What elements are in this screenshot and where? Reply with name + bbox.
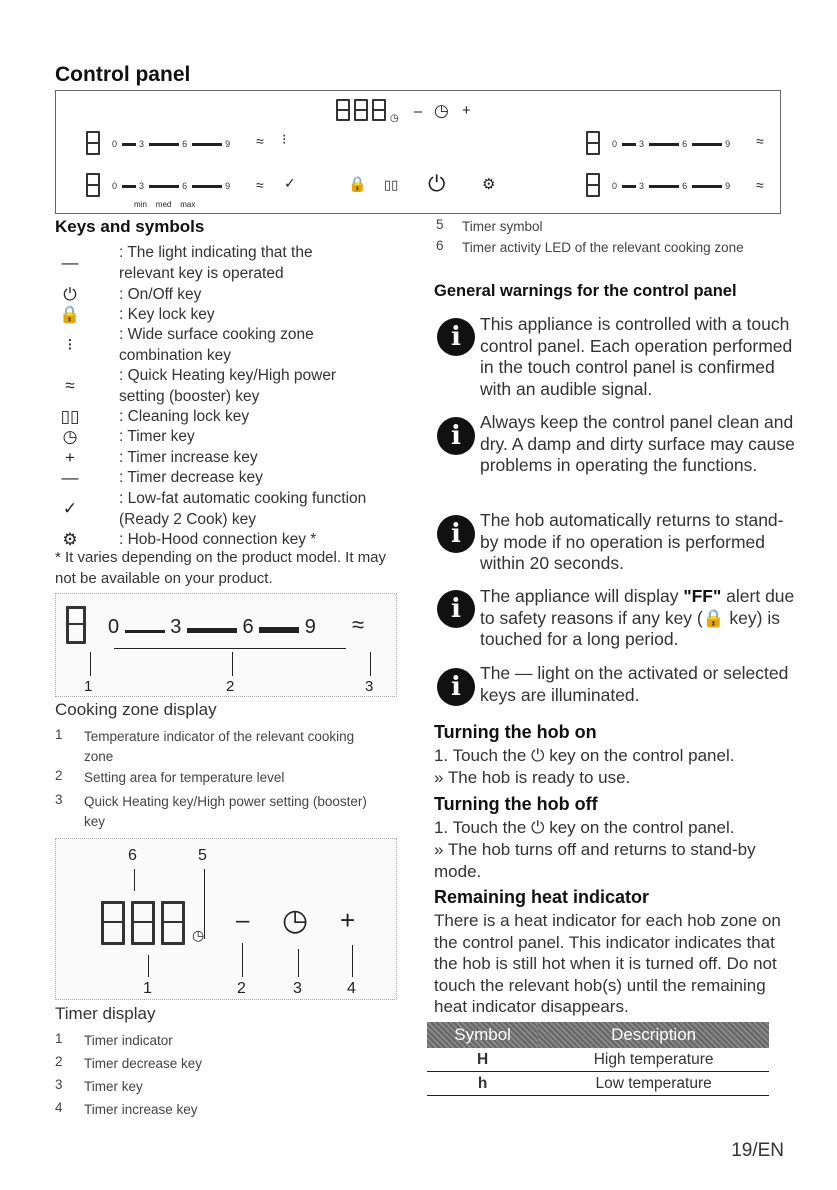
info-icon: i (437, 515, 475, 553)
table-header-description: Description (538, 1022, 769, 1048)
plus-icon: + (65, 448, 75, 467)
zone-caption: Cooking zone display (55, 700, 217, 719)
key-description: : Timer key (119, 428, 195, 445)
zone-digit-front-left (86, 131, 100, 155)
list-number: 5 (436, 217, 444, 232)
list-number: 6 (436, 238, 444, 253)
warnings-heading: General warnings for the control panel (434, 282, 737, 300)
keys-heading: Keys and symbols (55, 217, 205, 236)
power-icon[interactable]: ⏻ (428, 171, 446, 196)
heat-text: There is a heat indicator for each hob zone on the control panel. This indicator indicates that the hob is still hot when it is turned off. Do not touch the relevant hob(s) until the remaining heat indicator disappears. (434, 911, 781, 1016)
warning-1: This appliance is controlled with a touch control panel. Each operation performed in the touch control panel is confirmed with an audible signal. (480, 314, 793, 399)
callout-6: 6 (128, 847, 137, 864)
cleaning-lock-icon: ▯▯ (60, 407, 80, 426)
booster-icon[interactable]: ≈ (756, 133, 764, 149)
page-number: 19/EN (731, 1140, 784, 1161)
booster-icon[interactable]: ≈ (756, 177, 764, 193)
list-item: Timer key (84, 1079, 143, 1094)
zone-fig-scale: 0 3 6 9 (108, 616, 316, 638)
heat-symbol-table (427, 1022, 769, 1096)
hob-hood-icon[interactable]: ⚙ (482, 176, 496, 193)
zone-digit (66, 606, 86, 644)
key-description: : Timer decrease key (119, 469, 263, 486)
heat-heading: Remaining heat indicator (434, 887, 650, 907)
control-panel-diagram (55, 90, 781, 214)
key-description: : Low-fat automatic cooking function (Ready 2 Cook) key (119, 490, 367, 528)
lock-icon[interactable]: 🔒 (348, 176, 367, 193)
key-description: : Quick Heating key/High power setting (booster) key (119, 367, 337, 405)
booster-icon: ≈ (352, 612, 365, 637)
list-number: 1 (55, 727, 63, 742)
table-row: H High temperature (427, 1048, 769, 1072)
booster-icon[interactable]: ≈ (256, 133, 264, 149)
callout-3: 3 (293, 980, 302, 997)
callout-5: 5 (198, 847, 207, 864)
lock-icon: 🔒 (59, 305, 81, 324)
list-number: 3 (55, 1077, 63, 1092)
zone-scale: 0 3 6 9 (112, 181, 232, 191)
list-item: Timer indicator (84, 1033, 173, 1048)
on-result: » The hob is ready to use. (434, 768, 631, 787)
zone-sublabels: min med max (134, 200, 196, 209)
zone-scale: 0 3 6 9 (112, 139, 232, 149)
timer-icon: ◷ (62, 427, 78, 446)
on-heading: Turning the hob on (434, 722, 597, 742)
off-step: 1. Touch the ⏻ key on the control panel. (434, 818, 735, 837)
callout-2: 2 (237, 980, 246, 997)
timer-digit (354, 99, 368, 121)
off-result: » The hob turns off and returns to stand-by mode. (434, 840, 756, 881)
timer-digit (161, 901, 185, 945)
key-description: : Cleaning lock key (119, 408, 250, 425)
wide-zone-icon: ⁝ (67, 335, 73, 354)
cleaning-lock-icon[interactable]: ▯▯ (384, 177, 399, 192)
list-number: 2 (55, 768, 63, 783)
list-number: 2 (55, 1054, 63, 1069)
indicator-light-icon: — (61, 253, 79, 272)
key-description: : Hob-Hood connection key * (119, 531, 317, 548)
page-title: Control panel (55, 63, 191, 86)
list-number: 3 (55, 792, 63, 807)
key-description: : The light indicating that the relevant key is operated (119, 244, 313, 282)
timer-increase-key[interactable]: + (462, 102, 471, 119)
warning-2: Always keep the control panel clean and dry. A damp and dirty surface may cause problems in operating the functions. (480, 412, 795, 475)
zone-scale: 0 3 6 9 (612, 139, 732, 149)
table-header-symbol: Symbol (427, 1022, 538, 1048)
warning-ff: The appliance will display "FF" alert due to safety reasons if any key (🔒 key) is touched for a long period. (480, 586, 795, 649)
timer-digit (336, 99, 350, 121)
zone-digit-rear-left (86, 173, 100, 197)
footnote: * It varies depending on the product model. It may not be available on your product. (55, 549, 387, 587)
hob-hood-icon: ⚙ (62, 530, 78, 549)
list-number: 4 (55, 1100, 63, 1115)
list-item: Timer activity LED of the relevant cooking zone (462, 240, 744, 255)
key-description: : Wide surface cooking zone combination key (119, 326, 314, 364)
wide-zone-icon[interactable]: ⁝ (282, 131, 287, 147)
booster-icon: ≈ (65, 376, 75, 395)
callout-3: 3 (365, 678, 374, 695)
timer-symbol-icon: ◷ (390, 113, 399, 124)
timer-icon: ◷ (282, 904, 309, 937)
key-description: : On/Off key (119, 286, 202, 303)
warning-3: The hob automatically returns to stand-by mode if no operation is performed within 20 seconds. (480, 510, 784, 573)
callout-1: 1 (84, 678, 93, 695)
timer-decrease-key[interactable]: – (414, 103, 423, 120)
timer-icon[interactable]: ◷ (434, 101, 449, 120)
timer-digit (131, 901, 155, 945)
list-number: 1 (55, 1031, 63, 1046)
key-description: : Timer increase key (119, 449, 258, 466)
list-item: Timer increase key (84, 1102, 198, 1117)
warning-light: The — light on the activated or selected keys are illuminated. (480, 663, 789, 705)
low-fat-icon: ✓ (62, 499, 78, 518)
minus-icon: — (61, 468, 79, 487)
list-item: Timer symbol (462, 219, 543, 234)
timer-digit (372, 99, 386, 121)
zone-digit-front-right (586, 131, 600, 155)
table-row: h Low temperature (427, 1072, 769, 1096)
list-item: Timer decrease key (84, 1056, 203, 1071)
info-icon: i (437, 318, 475, 356)
info-icon: i (437, 668, 475, 706)
zone-digit-rear-right (586, 173, 600, 197)
power-icon: ⏻ (63, 285, 77, 304)
on-step: 1. Touch the ⏻ key on the control panel. (434, 746, 735, 765)
callout-4: 4 (347, 980, 356, 997)
timer-caption: Timer display (55, 1004, 156, 1023)
off-heading: Turning the hob off (434, 794, 598, 814)
callout-1: 1 (143, 980, 152, 997)
low-fat-icon[interactable]: ✓ (284, 175, 296, 191)
callout-2: 2 (226, 678, 235, 695)
cooking-zone-figure (55, 593, 397, 697)
info-icon: i (437, 417, 475, 455)
info-icon: i (437, 590, 475, 628)
list-item: Temperature indicator of the relevant cooking zone (84, 729, 355, 764)
timer-figure (55, 838, 397, 1000)
list-item: Setting area for temperature level (84, 770, 285, 785)
timer-symbol-icon: ◷ (192, 927, 205, 943)
key-description: : Key lock key (119, 306, 215, 323)
zone-scale: 0 3 6 9 (612, 181, 732, 191)
list-item: Quick Heating key/High power setting (booster) key (84, 794, 367, 829)
timer-increase-key: + (340, 905, 356, 935)
booster-icon[interactable]: ≈ (256, 177, 264, 193)
timer-digit (101, 901, 125, 945)
timer-decrease-key: – (236, 907, 250, 934)
